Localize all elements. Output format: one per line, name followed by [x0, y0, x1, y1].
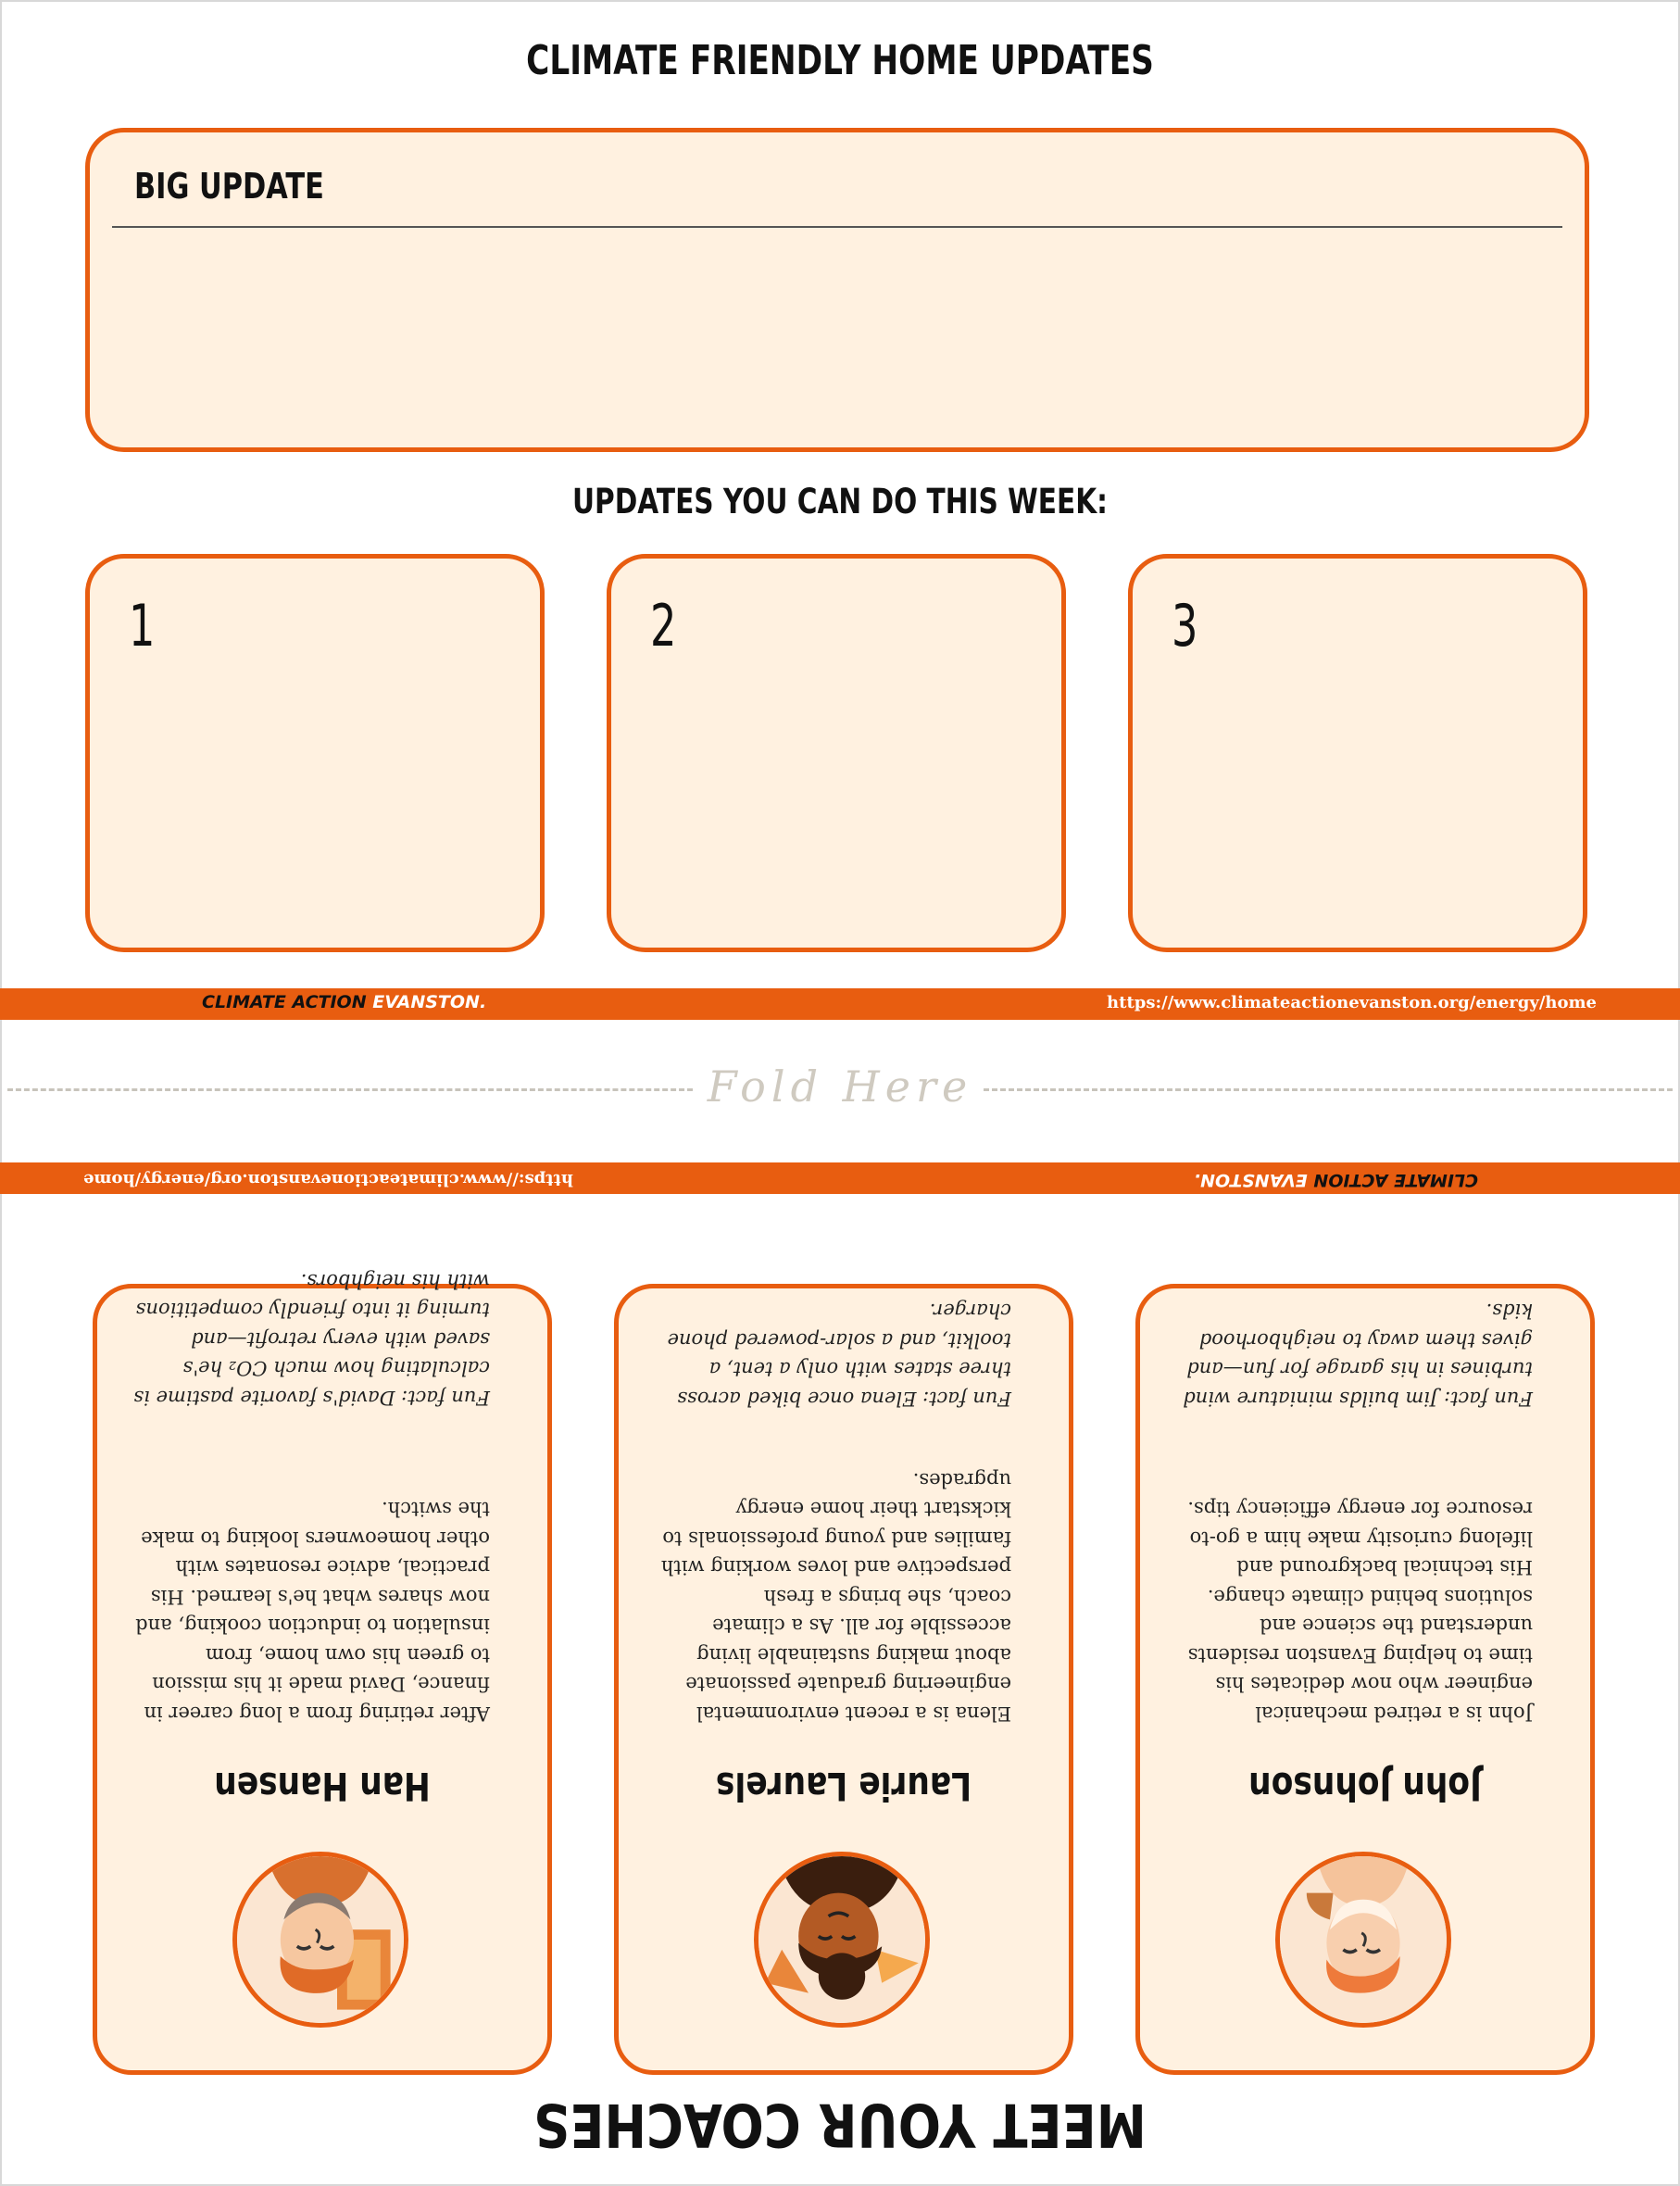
- coach-bio: After retiring from a long career in finance, David made it his mission to green his own home, from insulation to induction cooking, and now shares what he's learned. His practical, advice resonates with other homeowners looking to make the switch.: [135, 1498, 490, 1725]
- footer-band-bottom: [0, 1162, 1680, 1194]
- footer-url[interactable]: https://www.climateactionevanston.org/energy/home: [83, 1170, 573, 1189]
- coach-fun-fact: Fun fact: Jim builds miniature wind turbines in his garage for fun—and gives them away to neighborhood kids.: [1183, 1300, 1533, 1410]
- weekly-step-box-1[interactable]: [85, 554, 545, 952]
- coach-avatar: [754, 1852, 930, 2028]
- fold-label: Fold Here: [707, 1062, 973, 1112]
- coaches-section: [0, 1195, 1680, 2186]
- brand-text-1: CLIMATE ACTION: [1307, 1170, 1478, 1190]
- weekly-step-box-3[interactable]: [1128, 554, 1587, 952]
- step-number: 2: [650, 592, 677, 660]
- coach-name: Laurie Laurels: [715, 1764, 972, 1809]
- write-line: [112, 226, 1562, 228]
- brand-text-1: CLIMATE ACTION: [202, 992, 373, 1012]
- coach-card-john: [1135, 1284, 1595, 2075]
- avatar-illustration-icon: [237, 1856, 404, 2023]
- brand-logo: [202, 992, 486, 1012]
- coach-bio: Elena is a recent environmental engineering graduate passionate about making sustainable living accessible for all. As a climate coach, she brings a fresh perspective and loves working with families and young professionals to kickstart their home energy upgrades.: [660, 1469, 1011, 1725]
- coach-bio: John is a retired mechanical engineer who now dedicates his time to helping Evanston residents understand the science and solutions behind climate change. His technical background and lifelong curiosity make him a go-to resource for energy efficiency tips.: [1187, 1498, 1533, 1725]
- coach-fun-fact: Fun fact: Elena once biked across three states with only a tent, a toolkit, and a solar-powered phone charger.: [667, 1300, 1011, 1410]
- coach-avatar: [1275, 1852, 1451, 2028]
- avatar-illustration-icon: [1280, 1856, 1447, 2023]
- brand-mark: .: [479, 992, 487, 1012]
- brand-logo: [1194, 1170, 1478, 1190]
- coach-fun-fact: Fun fact: David's favorite pastime is calculating how much CO₂ he's saved with every retrofit—and turning it into friendly competitions with his neighbors.: [133, 1270, 490, 1409]
- weekly-step-box-2[interactable]: [607, 554, 1066, 952]
- brand-text-2: EVANSTON: [1200, 1170, 1308, 1190]
- coach-card-laurie: [614, 1284, 1073, 2075]
- avatar-illustration-icon: [759, 1856, 925, 2023]
- footer-url[interactable]: https://www.climateactionevanston.org/energy/home: [1107, 993, 1597, 1012]
- step-number: 3: [1172, 592, 1198, 660]
- brand-text-2: EVANSTON: [372, 992, 480, 1012]
- brand-mark: .: [1193, 1170, 1201, 1190]
- footer-band-top: [0, 988, 1680, 1020]
- weekly-heading: UPDATES YOU CAN DO THIS WEEK:: [571, 482, 1109, 521]
- big-update-label: BIG UPDATE: [134, 166, 324, 207]
- page-title: CLIMATE FRIENDLY HOME UPDATES: [526, 37, 1154, 84]
- coach-avatar: [232, 1852, 408, 2028]
- coach-card-han: [93, 1270, 552, 2075]
- big-update-box[interactable]: [85, 128, 1589, 452]
- coaches-heading: MEET YOUR COACHES: [533, 2090, 1147, 2158]
- fold-line-right: [984, 1088, 1673, 1091]
- step-number: 1: [129, 592, 156, 660]
- coach-name: Han Hansen: [214, 1764, 431, 1809]
- coach-name: John Johnson: [1248, 1764, 1482, 1809]
